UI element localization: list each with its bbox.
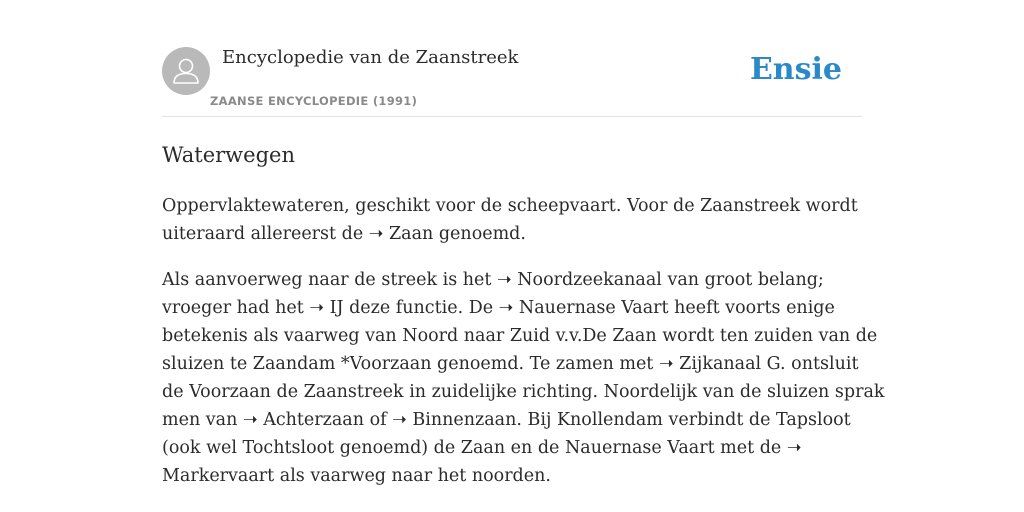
article-title: Waterwegen [162,143,295,167]
reference-arrow-icon: ➝ [658,354,674,374]
link-noordzeekanaal[interactable]: Noordzeekanaal [517,270,662,290]
reference-arrow-icon: ➝ [496,270,512,290]
text-run: Als aanvoerweg naar de streek is het [162,270,497,290]
link-markervaart[interactable]: Markervaart [162,466,275,486]
text-run: vroeger had het [162,298,310,318]
article-body [162,192,885,508]
text-run: de Voorzaan de Zaanstreek in zuidelijke richting. Noordelijk van de sluizen sprak [162,382,885,402]
link-zijkanaal-g[interactable]: Zijkanaal G. [679,354,786,374]
text-line [162,350,867,378]
text-line [162,266,867,294]
source-subtitle: ZAANSE ENCYCLOPEDIE (1991) [210,94,418,108]
text-line [162,294,867,322]
link-achterzaan[interactable]: Achterzaan [263,410,365,430]
reference-arrow-icon: ➝ [309,298,324,318]
source-title[interactable]: Encyclopedie van de Zaanstreek [222,47,519,68]
text-line [162,322,878,350]
text-run: als vaarweg naar het noorden. [274,466,551,486]
text-run: . Bij Knollendam verbindt de Tapsloot [516,410,851,430]
link-zaan[interactable]: Zaan [389,224,434,244]
reference-arrow-icon: ➝ [786,438,802,458]
text-run: ontsluit [785,354,859,374]
ensie-logo[interactable]: Ensie [749,52,842,87]
text-run: heeft voorts enige [668,298,835,318]
paragraph-2 [162,266,885,490]
link-ij[interactable]: IJ [329,298,344,318]
text-run: betekenis als vaarweg van Noord naar Zuid v.v.De Zaan wordt ten zuiden van de [162,326,878,346]
link-binnenzaan[interactable]: Binnenzaan [412,410,517,430]
text-line [162,434,867,462]
paragraph-1 [162,192,867,248]
text-line [162,220,867,248]
text-run: genoemd. [433,224,526,244]
text-run: men van [162,410,243,430]
text-line [162,406,867,434]
user-silhouette-icon [162,47,210,95]
text-run: deze functie. De [343,298,499,318]
text-line [162,192,867,220]
text-run: of [364,410,393,430]
reference-arrow-icon: ➝ [368,224,384,244]
reference-arrow-icon: ➝ [392,410,407,430]
reference-arrow-icon: ➝ [498,298,514,318]
text-run: uiteraard allereerst de [162,224,369,244]
text-line [162,378,885,406]
reference-arrow-icon: ➝ [242,410,258,430]
avatar[interactable] [162,47,210,95]
link-nauernase-vaart[interactable]: Nauernase Vaart [518,298,669,318]
text-run: Oppervlaktewateren, geschikt voor de scheepvaart. Voor de Zaanstreek wordt [162,196,858,216]
text-run: (ook wel Tochtsloot genoemd) de Zaan en de Nauernase Vaart met de [162,438,787,458]
source-header [162,46,862,117]
text-run: van groot belang; [661,270,824,290]
text-run: sluizen te Zaandam *Voorzaan genoemd. Te zamen met [162,354,659,374]
page-container [162,0,885,512]
text-line [162,462,867,490]
